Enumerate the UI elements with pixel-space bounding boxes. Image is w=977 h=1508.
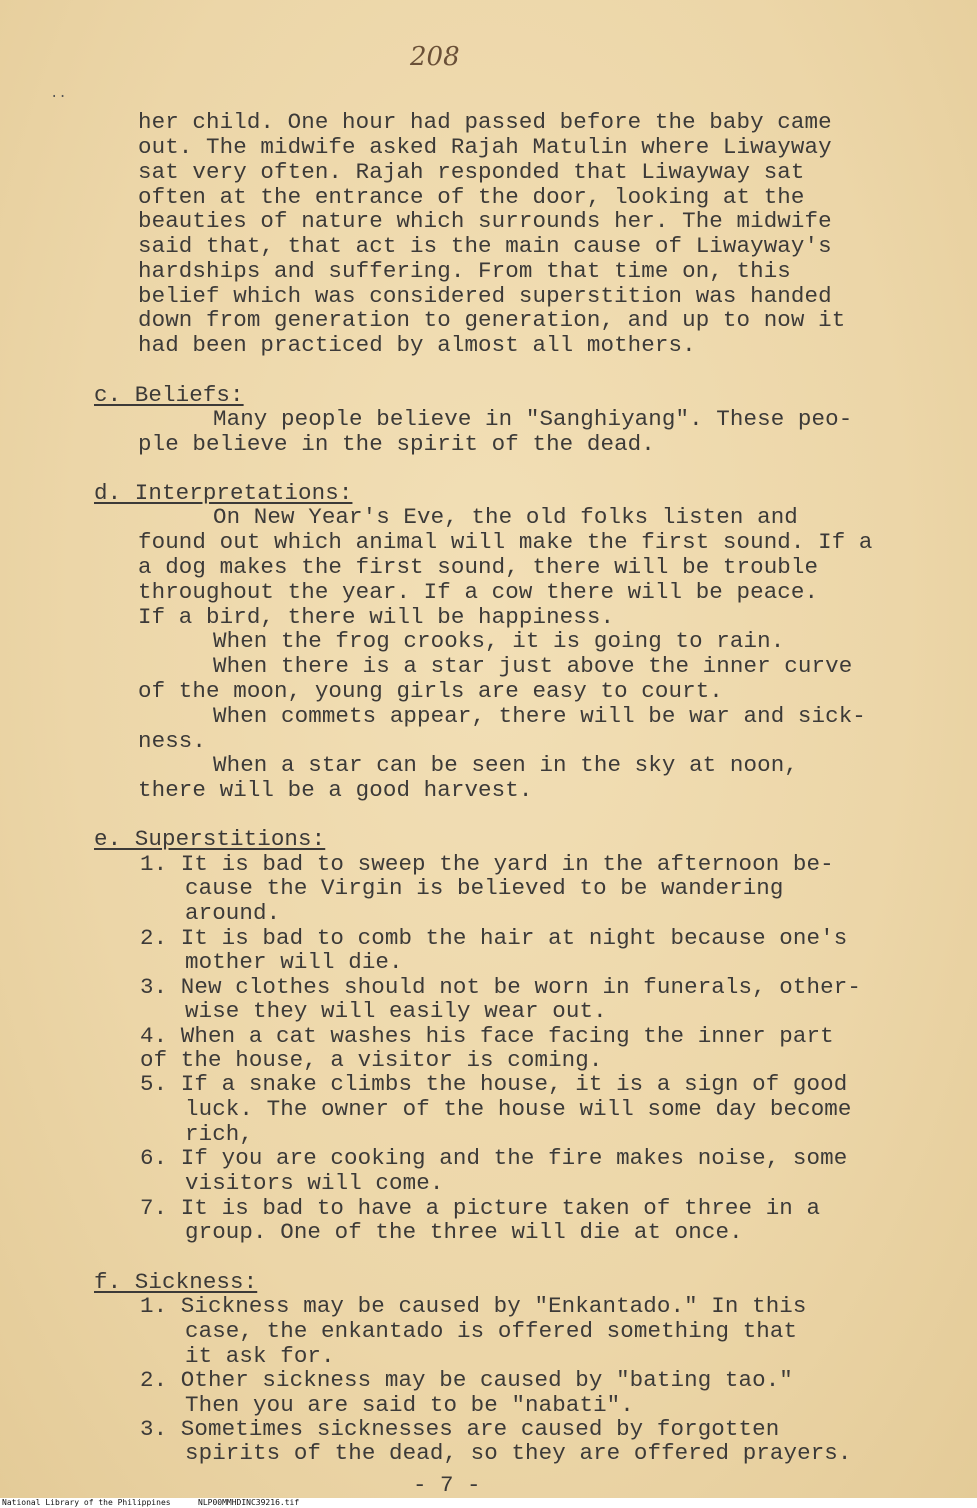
superstition-line: group. One of the three will die at once.	[185, 1219, 743, 1245]
intro-line: sat very often. Rajah responded that Liwayway sat	[138, 159, 805, 185]
interpretations-line: throughout the year. If a cow there will be peace.	[138, 579, 819, 605]
sickness-line: spirits of the dead, so they are offered prayers.	[185, 1440, 852, 1466]
intro-line: beauties of nature which surrounds her. The midwife	[138, 208, 832, 234]
section-heading-superstitions: e. Superstitions:	[94, 826, 326, 852]
intro-line: hardships and suffering. From that time on, this	[138, 258, 791, 284]
interpretations-line: there will be a good harvest.	[138, 777, 533, 803]
intro-line: had been practiced by almost all mothers.	[138, 332, 696, 358]
scan-footer	[0, 1498, 977, 1508]
superstition-line: 4. When a cat washes his face facing the inner part	[140, 1023, 834, 1049]
superstition-line: cause the Virgin is believed to be wandering	[185, 875, 784, 901]
interpretations-line: a dog makes the first sound, there will be trouble	[138, 554, 819, 580]
interpretations-line: found out which animal will make the first sound. If a	[138, 529, 873, 555]
interpretations-line: On New Year's Eve, the old folks listen and	[213, 504, 798, 530]
superstition-line: 2. It is bad to comb the hair at night because one's	[140, 925, 848, 951]
intro-line: out. The midwife asked Rajah Matulin where Liwayway	[138, 134, 832, 160]
superstition-line: mother will die.	[185, 949, 403, 975]
beliefs-line: ple believe in the spirit of the dead.	[138, 431, 655, 457]
page-number: - 7 -	[413, 1472, 481, 1498]
interpretations-line: When there is a star just above the inner curve	[213, 653, 853, 679]
interpretations-line: If a bird, there will be happiness.	[138, 604, 615, 630]
section-heading-interpretations: d. Interpretations:	[94, 480, 353, 506]
footer-library: National Library of the Philippines	[2, 1498, 171, 1507]
sickness-line: 1. Sickness may be caused by "Enkantado." In this	[140, 1293, 807, 1319]
sickness-line: 3. Sometimes sicknesses are caused by forgotten	[140, 1416, 780, 1442]
interpretations-line: When commets appear, there will be war and sick-	[213, 703, 866, 729]
superstition-line: 6. If you are cooking and the fire makes noise, some	[140, 1145, 848, 1171]
superstition-line: 5. If a snake climbs the house, it is a sign of good	[140, 1071, 848, 1097]
interpretations-line: When a star can be seen in the sky at noon,	[213, 752, 798, 778]
superstition-line: 3. New clothes should not be worn in funerals, other-	[140, 974, 861, 1000]
beliefs-line: Many people believe in "Sanghiyang". These peo-	[213, 406, 853, 432]
sickness-line: Then you are said to be "nabati".	[185, 1392, 634, 1418]
section-heading-sickness: f. Sickness:	[94, 1269, 258, 1295]
intro-line: belief which was considered superstition was handed	[138, 283, 832, 309]
sickness-line: 2. Other sickness may be caused by "bating tao."	[140, 1367, 793, 1393]
sickness-line: it ask for.	[185, 1343, 335, 1369]
interpretations-line: of the moon, young girls are easy to court.	[138, 678, 723, 704]
superstition-line: luck. The owner of the house will some day become	[185, 1096, 852, 1122]
section-heading-beliefs: c. Beliefs:	[94, 382, 244, 408]
sickness-line: case, the enkantado is offered something that	[185, 1318, 798, 1344]
handwritten-page-number: 208	[410, 42, 460, 72]
intro-line: said that, that act is the main cause of Liwayway's	[138, 233, 832, 259]
superstition-line: around.	[185, 900, 281, 926]
superstition-line: 1. It is bad to sweep the yard in the afternoon be-	[140, 851, 834, 877]
superstition-line: rich,	[185, 1121, 254, 1147]
intro-line: her child. One hour had passed before the baby came	[138, 109, 832, 135]
footer-filename: NLP00MMHDINC39216.tif	[198, 1498, 300, 1507]
superstition-line: wise they will easily wear out.	[185, 998, 607, 1024]
superstition-line: visitors will come.	[185, 1170, 444, 1196]
intro-line: often at the entrance of the door, looking at the	[138, 184, 805, 210]
superstition-line: of the house, a visitor is coming.	[140, 1047, 603, 1073]
interpretations-line: ness.	[138, 728, 207, 754]
margin-mark: ..	[50, 86, 67, 102]
superstition-line: 7. It is bad to have a picture taken of three in a	[140, 1195, 821, 1221]
interpretations-line: When the frog crooks, it is going to rain.	[213, 628, 785, 654]
intro-line: down from generation to generation, and up to now it	[138, 307, 846, 333]
